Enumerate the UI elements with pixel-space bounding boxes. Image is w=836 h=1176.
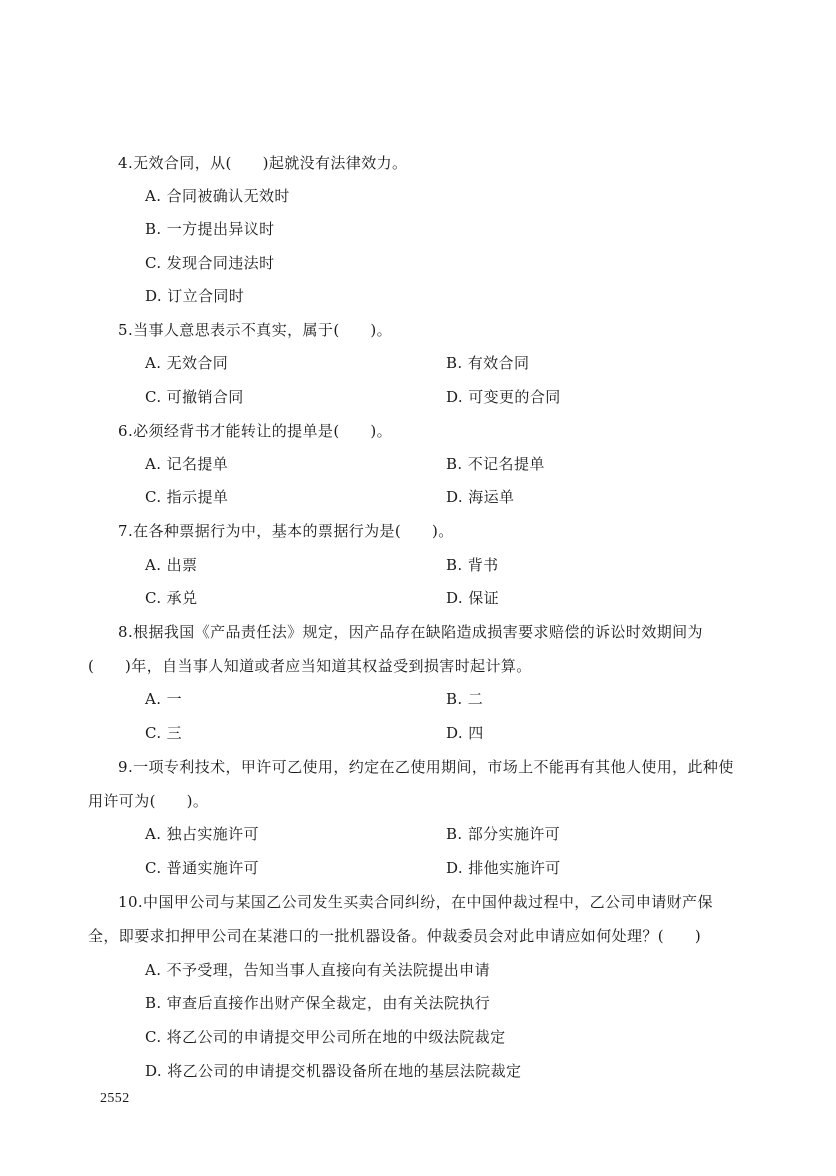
question-10-option-b: B. 审查后直接作出财产保全裁定，由有关法院执行: [145, 994, 491, 1012]
question-10-option-a: A. 不予受理，告知当事人直接向有关法院提出申请: [145, 961, 490, 979]
question-9-option-b: B. 部分实施许可: [446, 825, 561, 843]
question-4-stem: 4.无效合同，从( )起就没有法律效力。: [118, 154, 408, 172]
question-4-option-a: A. 合同被确认无效时: [145, 187, 290, 205]
question-6-option-b: B. 不记名提单: [446, 455, 545, 473]
question-5-option-c: C. 可撤销合同: [145, 388, 244, 406]
question-8-stem-line-1: 8.根据我国《产品责任法》规定，因产品存在缺陷造成损害要求赔偿的诉讼时效期间为: [118, 623, 703, 641]
question-6-stem: 6.必须经背书才能转让的提单是( )。: [118, 422, 393, 440]
question-9-option-c: C. 普通实施许可: [145, 859, 260, 877]
question-9-option-d: D. 排他实施许可: [446, 859, 561, 877]
question-7-option-c: C. 承兑: [145, 589, 198, 607]
question-5-option-a: A. 无效合同: [145, 354, 229, 372]
question-8-stem-line-2: ( )年，自当事人知道或者应当知道其权益受到损害时起计算。: [88, 657, 532, 675]
question-4-option-b: B. 一方提出异议时: [145, 220, 275, 238]
question-7-option-d: D. 保证: [446, 589, 500, 607]
question-10-option-c: C. 将乙公司的申请提交甲公司所在地的中级法院裁定: [145, 1028, 506, 1046]
question-5-option-b: B. 有效合同: [446, 354, 530, 372]
question-7-option-b: B. 背书: [446, 556, 499, 574]
question-10-option-d: D. 将乙公司的申请提交机器设备所在地的基层法院裁定: [145, 1062, 522, 1080]
question-7-stem: 7.在各种票据行为中，基本的票据行为是( )。: [118, 522, 454, 540]
question-6-option-a: A. 记名提单: [145, 455, 229, 473]
question-5-option-d: D. 可变更的合同: [446, 388, 561, 406]
question-6-option-d: D. 海运单: [446, 488, 515, 506]
page-code: 2552: [100, 1091, 130, 1106]
question-7-option-a: A. 出票: [145, 556, 198, 574]
question-8-option-a: A. 一: [145, 690, 182, 708]
question-6-option-c: C. 指示提单: [145, 488, 229, 506]
question-4-option-c: C. 发现合同违法时: [145, 254, 275, 272]
question-9-option-a: A. 独占实施许可: [145, 825, 259, 843]
question-9-stem-line-1: 9.一项专利技术，甲许可乙使用，约定在乙使用期间，市场上不能再有其他人使用，此种使: [118, 758, 734, 776]
question-9-stem-line-2: 用许可为( )。: [88, 792, 209, 810]
question-5-stem: 5.当事人意思表示不真实，属于( )。: [118, 321, 393, 339]
question-10-stem-line-1: 10.中国甲公司与某国乙公司发生买卖合同纠纷，在中国仲裁过程中，乙公司申请财产保: [118, 893, 713, 911]
question-8-option-d: D. 四: [446, 724, 484, 742]
question-10-stem-line-2: 全，即要求扣押甲公司在某港口的一批机器设备。仲裁委员会对此申请应如何处理？( ): [88, 927, 702, 945]
question-8-option-c: C. 三: [145, 724, 183, 742]
question-4-option-d: D. 订立合同时: [145, 287, 245, 305]
question-8-option-b: B. 二: [446, 690, 484, 708]
